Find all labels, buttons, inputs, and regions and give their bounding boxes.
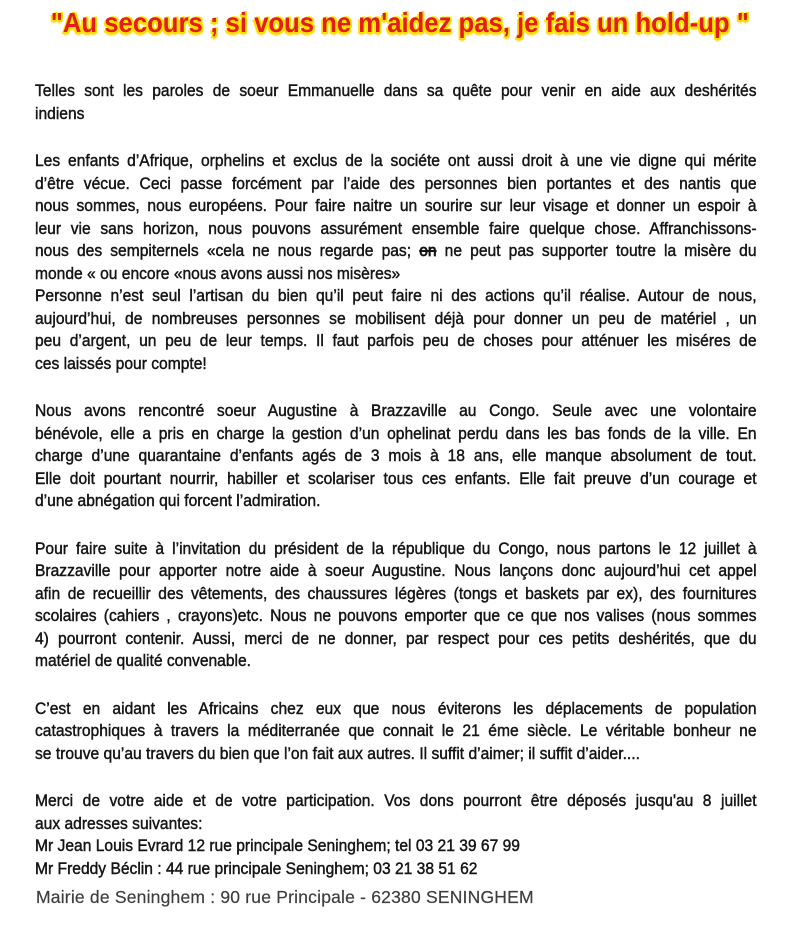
conclusion-paragraph — [35, 698, 757, 766]
text-line: Brazzaville pour apporter notre aide à soeur Augustine. Nous lançons donc aujourd’hui cet appel — [35, 561, 757, 580]
addresses-paragraph — [35, 790, 757, 880]
address-line: Mr Freddy Béclin : 44 rue principale Seninghem; 03 21 38 51 62 — [35, 858, 478, 878]
text-segment: ne peut pas supporter toutre la misère du — [436, 241, 757, 260]
augustine-paragraph — [35, 400, 757, 513]
page-title: "Au secours ; si vous ne m'aidez pas, je fais un hold-up " — [50, 7, 749, 38]
text-line: peu d’argent, un peu de leur temps. Il faut parfois peu de choses pour atténuer les miséres de — [35, 331, 757, 350]
text-line: d’une abnégation qui forcent l’admiration. — [35, 491, 321, 510]
text-line: catastrophiques à travers la méditerranée que connait le 21 éme siècle. Le véritable bonheur ne — [35, 721, 757, 740]
text-line: aux adresses suivantes: — [35, 813, 203, 833]
text-line: monde « ou encore «nous avons aussi nos misères» — [35, 263, 401, 283]
mairie-address-line: Mairie de Seninghem : 90 rue Principale - 62380 SENINGHEM — [36, 887, 534, 907]
text-line: Pour faire suite à l’invitation du président de la république du Congo, nous partons le 12 juillet à — [35, 538, 757, 558]
text-line: Elle doit pourtant nourrir, habiller et scolariser tous ces enfants. Elle fait preuve d’un courage et — [35, 468, 757, 488]
text-line: d’être vécue. Ceci passe forcément par l’aide des personnes bien portantes et des nantis que — [35, 173, 757, 193]
headline-wrap — [0, 7, 800, 39]
text-line: nous sommes, nous européens. Pour faire naitre un sourire sur leur visage et donner un espoir à — [35, 196, 757, 215]
appeal-paragraph — [35, 150, 757, 375]
text-line: scolaires (cahiers , crayons)etc. Nous ne pouvons emporter que ce que nos valises (nous sommes — [35, 606, 757, 625]
text-line: aujourd’hui, de nombreuses personnes se mobilisent déjà pour donner un peu de matériel , un — [35, 308, 757, 328]
text-segment: nous des sempiternels «cela ne nous regarde pas; — [35, 241, 420, 260]
text-line: Nous avons rencontré soeur Augustine à Brazzaville au Congo. Seule avec une volontaire — [35, 401, 757, 420]
text-line: se trouve qu’au travers du bien que l’on fait aux autres. Il suffit d’aimer; il suffit d’aider.... — [35, 743, 640, 763]
text-line: C’est en aidant les Africains chez eux que nous éviterons les déplacements de population — [35, 698, 757, 718]
collection-paragraph — [35, 538, 757, 673]
text-line: bénévole, elle a pris en charge la gestion d’un ophelinat perdu dans les bas fonds de la ville. En — [35, 423, 757, 443]
text-line: 4) pourront contenir. Aussi, merci de ne donner, par respect pour ces petits deshérités, que du — [35, 628, 757, 648]
text-line: leur vie sans horizon, nous pouvons assurément ensemble faire quelque chose. Affranchissons- — [35, 218, 757, 238]
text-line: charge d’une quarantaine d’enfants agés de 3 mois à 18 ans, elle manque absolument de tout. — [35, 446, 757, 465]
body-text-column — [35, 80, 757, 905]
intro-paragraph — [35, 80, 757, 125]
struck-word: on — [419, 241, 437, 260]
text-line: Merci de votre aide et de votre participation. Vos dons pourront être déposés jusqu'au 8 juillet — [35, 791, 757, 810]
text-line-with-strike — [35, 240, 757, 263]
text-line: Les enfants d’Afrique, orphelins et exclus de la sociéte ont aussi droit à une vie digne qui mérite — [35, 151, 757, 170]
text-line: Personne n’est seul l’artisan du bien qu’il peut faire ni des actions qu’il réalise. Autour de nous, — [35, 286, 757, 305]
text-line: ces laissés pour compte! — [35, 353, 207, 373]
address-line: Mr Jean Louis Evrard 12 rue principale Seninghem; tel 03 21 39 67 99 — [35, 836, 520, 855]
text-line: Telles sont les paroles de soeur Emmanuelle dans sa quête pour venir en aide aux deshérités — [35, 81, 757, 100]
text-line: indiens — [35, 103, 85, 123]
text-line: afin de recueillir des vêtements, des chaussures légères (tongs et baskets par ex), des fournitures — [35, 583, 757, 603]
text-line: matériel de qualité convenable. — [35, 651, 252, 670]
